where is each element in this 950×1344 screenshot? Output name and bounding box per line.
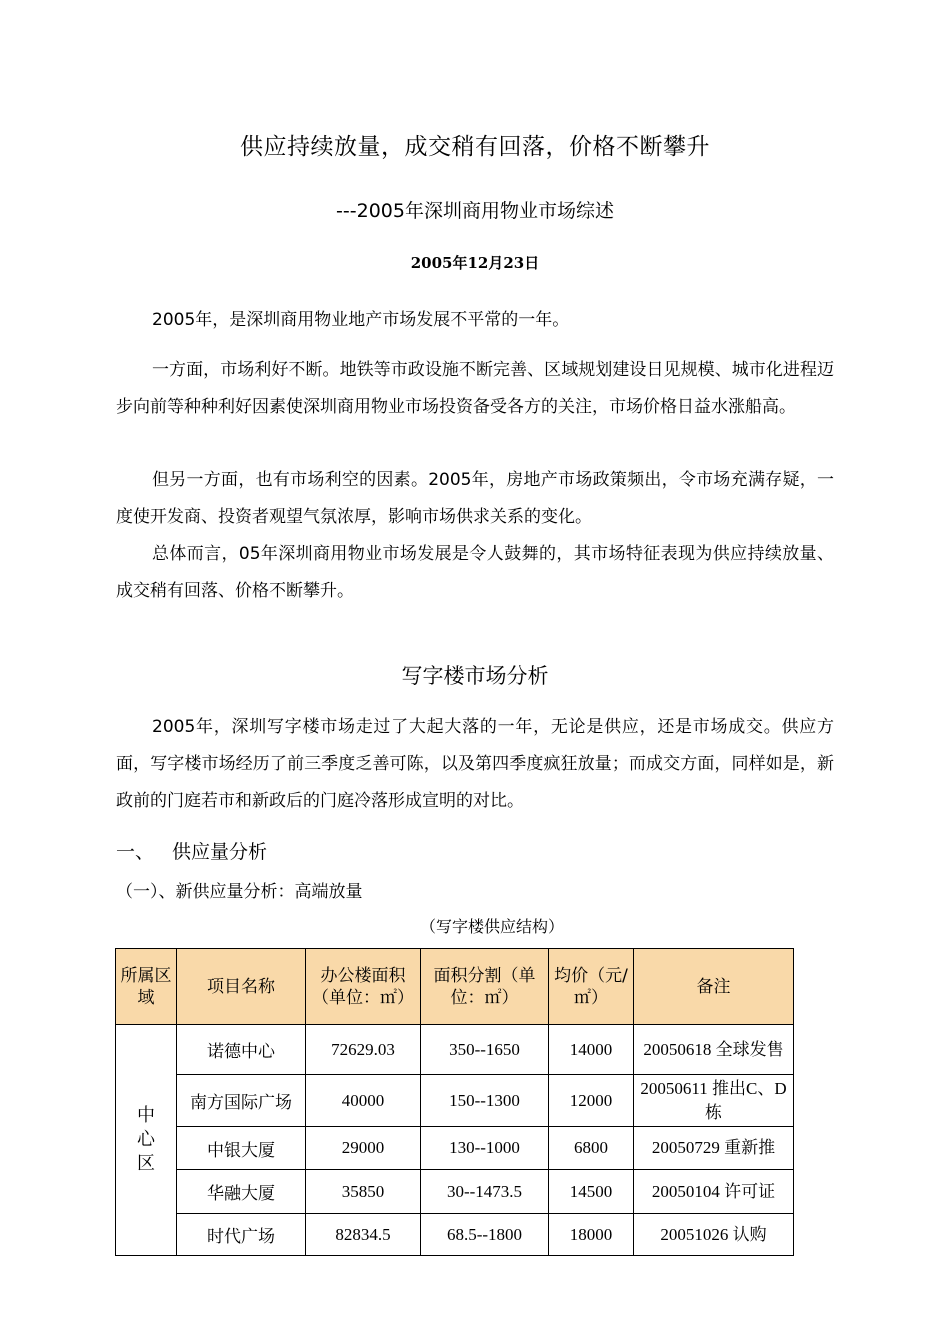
note-cell: 20050729 重新推	[634, 1127, 794, 1170]
area-cell: 82834.5	[306, 1214, 421, 1256]
header-avg-price: 均价（元/㎡）	[549, 949, 634, 1025]
table-row	[116, 1075, 794, 1127]
heading-supply-analysis	[116, 837, 267, 864]
region-cell	[116, 1025, 177, 1256]
split-cell: 68.5--1800	[421, 1214, 549, 1256]
supply-structure-table	[115, 948, 794, 1256]
intro-paragraph-1: 2005年，是深圳商用物业地产市场发展不平常的一年。	[152, 310, 570, 330]
subheading-new-supply: （一）、新供应量分析：高端放量	[116, 882, 363, 902]
note-cell: 20050104 许可证	[634, 1170, 794, 1214]
note-cell: 20051026 认购	[634, 1214, 794, 1256]
note-cell: 20050618 全球发售	[634, 1025, 794, 1075]
project-name-cell: 中银大厦	[177, 1127, 306, 1170]
split-cell: 130--1000	[421, 1127, 549, 1170]
table-row	[116, 1214, 794, 1256]
header-region: 所属区域	[116, 949, 177, 1025]
project-name-cell: 南方国际广场	[177, 1075, 306, 1127]
header-area-split: 面积分割（单位：㎡）	[421, 949, 549, 1025]
region-char: 心	[137, 1129, 155, 1150]
document-date: 2005年12月23日	[410, 254, 540, 272]
area-cell: 35850	[306, 1170, 421, 1214]
region-char: 中	[137, 1105, 155, 1126]
table-row	[116, 1127, 794, 1170]
heading-text: 供应量分析	[172, 841, 268, 863]
region-label	[118, 1104, 174, 1176]
header-note: 备注	[634, 949, 794, 1025]
project-name-cell: 诺德中心	[177, 1025, 306, 1075]
split-cell: 350--1650	[421, 1025, 549, 1075]
document-title: 供应持续放量，成交稍有回落，价格不断攀升	[240, 134, 710, 160]
table-header-row	[116, 949, 794, 1025]
header-office-area: 办公楼面积（单位：㎡）	[306, 949, 421, 1025]
section-title: 写字楼市场分析	[401, 664, 549, 688]
section-paragraph: 2005年，深圳写字楼市场走过了大起大落的一年，无论是供应，还是市场成交。供应方面，写字楼市场经历了前三季度乏善可陈，以及第四季度疯狂放量；而成交方面，同样如是，新政前的门庭若市和新政后的门庭冷落形成宣明的对比。	[116, 717, 834, 811]
project-name-cell: 华融大厦	[177, 1170, 306, 1214]
area-cell: 40000	[306, 1075, 421, 1127]
document-subtitle: ---2005年深圳商用物业市场综述	[336, 200, 614, 222]
split-cell: 150--1300	[421, 1075, 549, 1127]
split-cell: 30--1473.5	[421, 1170, 549, 1214]
region-char: 区	[137, 1153, 155, 1174]
table-caption: （写字楼供应结构）	[419, 917, 564, 936]
table-row	[116, 1170, 794, 1214]
price-cell: 6800	[549, 1127, 634, 1170]
project-name-cell: 时代广场	[177, 1214, 306, 1256]
price-cell: 18000	[549, 1214, 634, 1256]
area-cell: 29000	[306, 1127, 421, 1170]
area-cell: 72629.03	[306, 1025, 421, 1075]
intro-paragraph-4: 总体而言，05年深圳商用物业市场发展是令人鼓舞的，其市场特征表现为供应持续放量、成交稍有回落、价格不断攀升。	[116, 544, 834, 601]
heading-number: 一、	[116, 841, 155, 863]
price-cell: 14000	[549, 1025, 634, 1075]
intro-paragraph-2: 一方面，市场利好不断。地铁等市政设施不断完善、区域规划建设日见规模、城市化进程迈步向前等种种利好因素使深圳商用物业市场投资备受各方的关注，市场价格日益水涨船高。	[116, 360, 834, 417]
intro-paragraph-3: 但另一方面，也有市场利空的因素。2005年，房地产市场政策频出，令市场充满存疑，一度使开发商、投资者观望气氛浓厚，影响市场供求关系的变化。	[116, 470, 834, 527]
table-row	[116, 1025, 794, 1075]
header-project-name: 项目名称	[177, 949, 306, 1025]
price-cell: 14500	[549, 1170, 634, 1214]
price-cell: 12000	[549, 1075, 634, 1127]
note-cell: 20050611 推出C、D栋	[634, 1075, 794, 1127]
